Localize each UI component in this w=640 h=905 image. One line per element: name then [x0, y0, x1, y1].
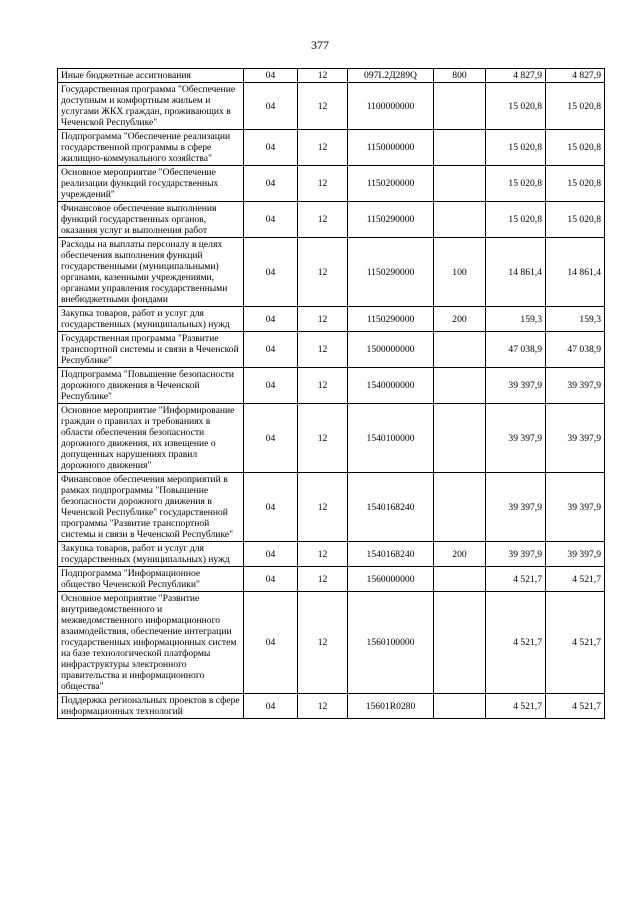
cell-name: Подпрограмма "Обеспечение реализации государственной программы в сфере жилищно-коммунального хозяйства" — [58, 130, 244, 166]
cell-subsection: 12 — [298, 473, 348, 542]
cell-subsection: 12 — [298, 567, 348, 592]
cell-subsection: 12 — [298, 69, 348, 83]
table-row — [58, 307, 605, 332]
cell-amount-1: 15 020,8 — [486, 202, 546, 238]
cell-expense-type — [434, 694, 486, 719]
cell-amount-2: 39 397,9 — [546, 473, 605, 542]
budget-table — [57, 68, 605, 719]
table-row — [58, 368, 605, 404]
cell-subsection: 12 — [298, 83, 348, 130]
cell-name: Подпрограмма "Повышение безопасности дорожного движения в Чеченской Республике" — [58, 368, 244, 404]
cell-amount-1: 15 020,8 — [486, 83, 546, 130]
cell-amount-1: 4 521,7 — [486, 567, 546, 592]
cell-section: 04 — [244, 166, 298, 202]
cell-target-article: 1540100000 — [348, 404, 434, 473]
cell-name: Подпрограмма "Информационное общество Чеченской Республики" — [58, 567, 244, 592]
cell-target-article: 1540168240 — [348, 542, 434, 567]
cell-expense-type — [434, 332, 486, 368]
cell-subsection: 12 — [298, 592, 348, 694]
cell-section: 04 — [244, 404, 298, 473]
cell-section: 04 — [244, 473, 298, 542]
cell-name: Иные бюджетные ассигнования — [58, 69, 244, 83]
cell-expense-type: 100 — [434, 238, 486, 307]
cell-amount-2: 15 020,8 — [546, 83, 605, 130]
cell-name: Государственная программа "Обеспечение доступным и комфортным жильем и услугами ЖКХ граждан, проживающих в Чеченской Республике" — [58, 83, 244, 130]
table-body — [58, 69, 605, 719]
cell-expense-type: 200 — [434, 307, 486, 332]
table-row — [58, 694, 605, 719]
cell-name: Поддержка региональных проектов в сфере информационных технологий — [58, 694, 244, 719]
cell-subsection: 12 — [298, 130, 348, 166]
cell-section: 04 — [244, 368, 298, 404]
cell-amount-1: 39 397,9 — [486, 404, 546, 473]
cell-target-article: 1540000000 — [348, 368, 434, 404]
cell-amount-1: 159,3 — [486, 307, 546, 332]
table-row — [58, 592, 605, 694]
cell-target-article: 1150290000 — [348, 202, 434, 238]
cell-subsection: 12 — [298, 368, 348, 404]
cell-expense-type — [434, 473, 486, 542]
cell-amount-1: 47 038,9 — [486, 332, 546, 368]
cell-amount-2: 15 020,8 — [546, 166, 605, 202]
cell-name: Закупка товаров, работ и услуг для государственных (муниципальных) нужд — [58, 542, 244, 567]
cell-expense-type — [434, 130, 486, 166]
cell-amount-2: 4 521,7 — [546, 567, 605, 592]
table-row — [58, 542, 605, 567]
cell-expense-type — [434, 83, 486, 130]
table-row — [58, 238, 605, 307]
cell-subsection: 12 — [298, 202, 348, 238]
cell-amount-1: 15 020,8 — [486, 166, 546, 202]
cell-target-article: 1150290000 — [348, 238, 434, 307]
cell-target-article: 1560000000 — [348, 567, 434, 592]
cell-subsection: 12 — [298, 404, 348, 473]
cell-expense-type — [434, 567, 486, 592]
cell-name: Расходы на выплаты персоналу в целях обеспечения выполнения функций государственными (муниципальными) органами, казенными учреждениями, органами управления государственными внебюджетными фондами — [58, 238, 244, 307]
cell-subsection: 12 — [298, 238, 348, 307]
cell-section: 04 — [244, 567, 298, 592]
cell-target-article: 15601R0280 — [348, 694, 434, 719]
cell-target-article: 097L2Д289Q — [348, 69, 434, 83]
cell-section: 04 — [244, 69, 298, 83]
cell-name: Основное мероприятие "Развитие внутриведомственного и межведомственного информационного взаимодействия, обеспечение интеграции государственных информационных систем на базе технологической платформы инфраструктуры электронного правительства и информационного общества" — [58, 592, 244, 694]
cell-expense-type — [434, 202, 486, 238]
cell-amount-1: 4 827,9 — [486, 69, 546, 83]
cell-amount-2: 15 020,8 — [546, 130, 605, 166]
table-row — [58, 567, 605, 592]
cell-amount-2: 4 521,7 — [546, 694, 605, 719]
cell-name: Закупка товаров, работ и услуг для государственных (муниципальных) нужд — [58, 307, 244, 332]
cell-name: Основное мероприятие "Информирование граждан о правилах и требованиях в области обеспечения безопасности дорожного движения, их извещение о допущенных нарушениях правил дорожного движения" — [58, 404, 244, 473]
cell-expense-type — [434, 404, 486, 473]
cell-target-article: 1100000000 — [348, 83, 434, 130]
cell-amount-1: 4 521,7 — [486, 694, 546, 719]
cell-amount-2: 14 861,4 — [546, 238, 605, 307]
cell-expense-type: 800 — [434, 69, 486, 83]
cell-amount-1: 39 397,9 — [486, 368, 546, 404]
cell-amount-1: 4 521,7 — [486, 592, 546, 694]
cell-section: 04 — [244, 592, 298, 694]
cell-section: 04 — [244, 694, 298, 719]
cell-target-article: 1150000000 — [348, 130, 434, 166]
cell-target-article: 1150290000 — [348, 307, 434, 332]
cell-section: 04 — [244, 542, 298, 567]
table-row — [58, 83, 605, 130]
cell-amount-1: 15 020,8 — [486, 130, 546, 166]
cell-subsection: 12 — [298, 307, 348, 332]
cell-amount-2: 47 038,9 — [546, 332, 605, 368]
cell-subsection: 12 — [298, 332, 348, 368]
cell-subsection: 12 — [298, 166, 348, 202]
cell-subsection: 12 — [298, 694, 348, 719]
cell-amount-2: 39 397,9 — [546, 404, 605, 473]
cell-amount-1: 14 861,4 — [486, 238, 546, 307]
cell-amount-2: 15 020,8 — [546, 202, 605, 238]
cell-section: 04 — [244, 238, 298, 307]
cell-amount-2: 39 397,9 — [546, 368, 605, 404]
cell-target-article: 1500000000 — [348, 332, 434, 368]
cell-target-article: 1560100000 — [348, 592, 434, 694]
cell-section: 04 — [244, 307, 298, 332]
cell-target-article: 1150200000 — [348, 166, 434, 202]
table-row — [58, 202, 605, 238]
cell-section: 04 — [244, 130, 298, 166]
cell-subsection: 12 — [298, 542, 348, 567]
cell-expense-type — [434, 592, 486, 694]
cell-expense-type — [434, 368, 486, 404]
cell-amount-2: 159,3 — [546, 307, 605, 332]
table-row — [58, 473, 605, 542]
table-row — [58, 332, 605, 368]
cell-expense-type — [434, 166, 486, 202]
cell-name: Основное мероприятие "Обеспечение реализации функций государственных учреждений" — [58, 166, 244, 202]
table-row — [58, 130, 605, 166]
cell-section: 04 — [244, 202, 298, 238]
cell-section: 04 — [244, 83, 298, 130]
cell-amount-1: 39 397,9 — [486, 542, 546, 567]
cell-name: Финансовое обеспечения мероприятий в рамках подпрограммы "Повышение безопасности дорожного движения в Чеченской Республике" государственной программы "Развитие транспортной системы и связи в Чеченской Республике" — [58, 473, 244, 542]
cell-name: Государственная программа "Развитие транспортной системы и связи в Чеченской Республике" — [58, 332, 244, 368]
table-row — [58, 404, 605, 473]
cell-amount-2: 4 521,7 — [546, 592, 605, 694]
cell-amount-2: 39 397,9 — [546, 542, 605, 567]
table-row — [58, 166, 605, 202]
cell-section: 04 — [244, 332, 298, 368]
table-row — [58, 69, 605, 83]
cell-amount-1: 39 397,9 — [486, 473, 546, 542]
cell-expense-type: 200 — [434, 542, 486, 567]
cell-amount-2: 4 827,9 — [546, 69, 605, 83]
cell-name: Финансовое обеспечение выполнения функций государственных органов, оказания услуг и выполнения работ — [58, 202, 244, 238]
page-number: 377 — [311, 38, 329, 52]
cell-target-article: 1540168240 — [348, 473, 434, 542]
